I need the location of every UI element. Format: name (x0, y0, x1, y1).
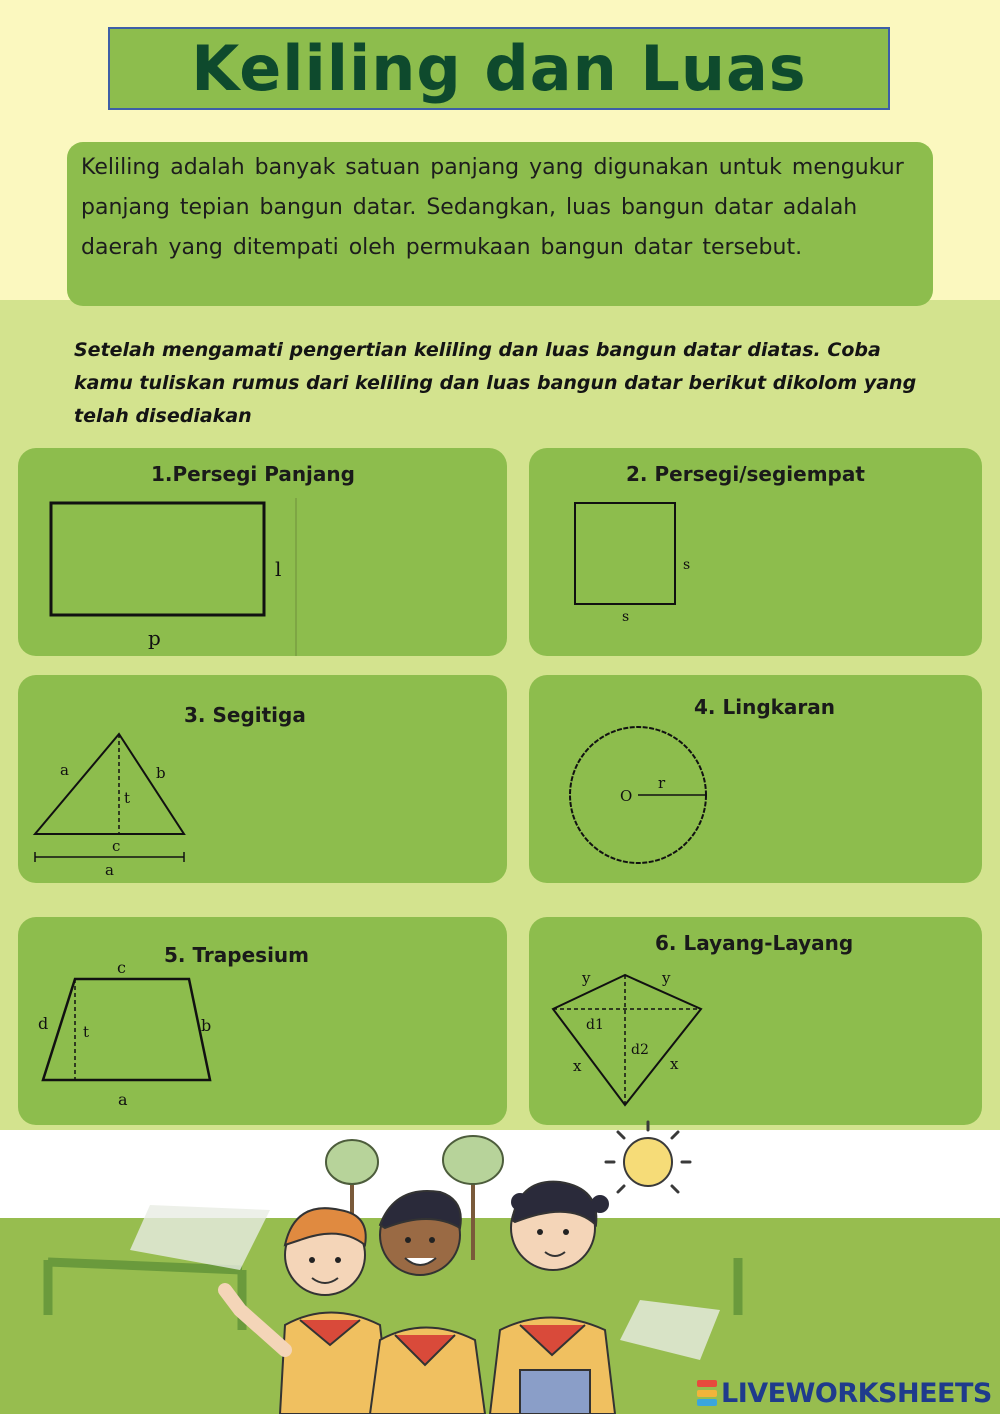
label-radius: r (658, 774, 666, 792)
label-center: O (620, 787, 633, 805)
label-height: t (124, 789, 131, 807)
child-figure (490, 1182, 615, 1414)
liveworksheets-logo-icon (697, 1380, 717, 1406)
card-persegi-panjang[interactable] (18, 448, 507, 656)
children-illustration (0, 1100, 1000, 1414)
label-d1: d1 (586, 1017, 604, 1033)
label-right-side: b (156, 764, 166, 782)
kite-diagram (529, 917, 982, 1125)
label-top-left: y (582, 969, 591, 987)
trapezoid-diagram (18, 917, 507, 1125)
card-title: 2. Persegi/segiempat (626, 462, 865, 486)
card-persegi[interactable] (529, 448, 982, 656)
sun-icon (606, 1122, 690, 1192)
rectangle-diagram (18, 448, 507, 656)
card-trapesium[interactable] (18, 917, 507, 1125)
card-lingkaran[interactable] (529, 675, 982, 883)
label-top-right: y (662, 969, 671, 987)
label-base-span: a (105, 861, 114, 879)
label-side-right: s (683, 557, 691, 573)
brand-name: LIVEWORKSHEETS (721, 1377, 992, 1409)
card-title: 6. Layang-Layang (655, 931, 854, 955)
card-title: 1.Persegi Panjang (151, 462, 355, 486)
label-right: b (201, 1016, 212, 1035)
card-layang-layang[interactable] (529, 917, 982, 1125)
label-top: c (117, 958, 126, 977)
label-bottom: a (118, 1090, 128, 1109)
child-figure (370, 1191, 485, 1414)
label-left: d (38, 1014, 49, 1033)
label-bottom-right: x (670, 1055, 679, 1073)
label-length: p (148, 626, 161, 650)
card-segitiga[interactable] (18, 675, 507, 883)
page-title: Keliling dan Luas (191, 32, 807, 105)
card-title: 3. Segitiga (184, 703, 306, 727)
label-width: l (275, 557, 282, 581)
label-left-side: a (60, 761, 69, 779)
instruction-text: Setelah mengamati pengertian keliling dan luas bangun datar diatas. Coba kamu tuliskan rumus dari keliling dan luas bangun datar berikut dikolom yang telah disediakan (74, 339, 917, 427)
label-base: c (112, 837, 121, 855)
card-title: 4. Lingkaran (694, 695, 836, 719)
label-d2: d2 (631, 1042, 649, 1058)
square-diagram (529, 448, 982, 656)
definition-box (67, 142, 933, 306)
title-banner (108, 27, 890, 110)
brand-footer[interactable] (697, 1376, 992, 1410)
circle-diagram (529, 675, 982, 883)
label-height: t (83, 1023, 90, 1041)
label-side-bottom: s (622, 609, 630, 625)
triangle-diagram (18, 675, 507, 883)
definition-text: Keliling adalah banyak satuan panjang yang digunakan untuk mengukur panjang tepian bangun datar. Sedangkan, luas bangun datar adalah daerah yang ditempati oleh permukaan bangun datar tersebut. (81, 155, 904, 260)
label-bottom-left: x (573, 1057, 582, 1075)
card-title: 5. Trapesium (164, 943, 309, 967)
